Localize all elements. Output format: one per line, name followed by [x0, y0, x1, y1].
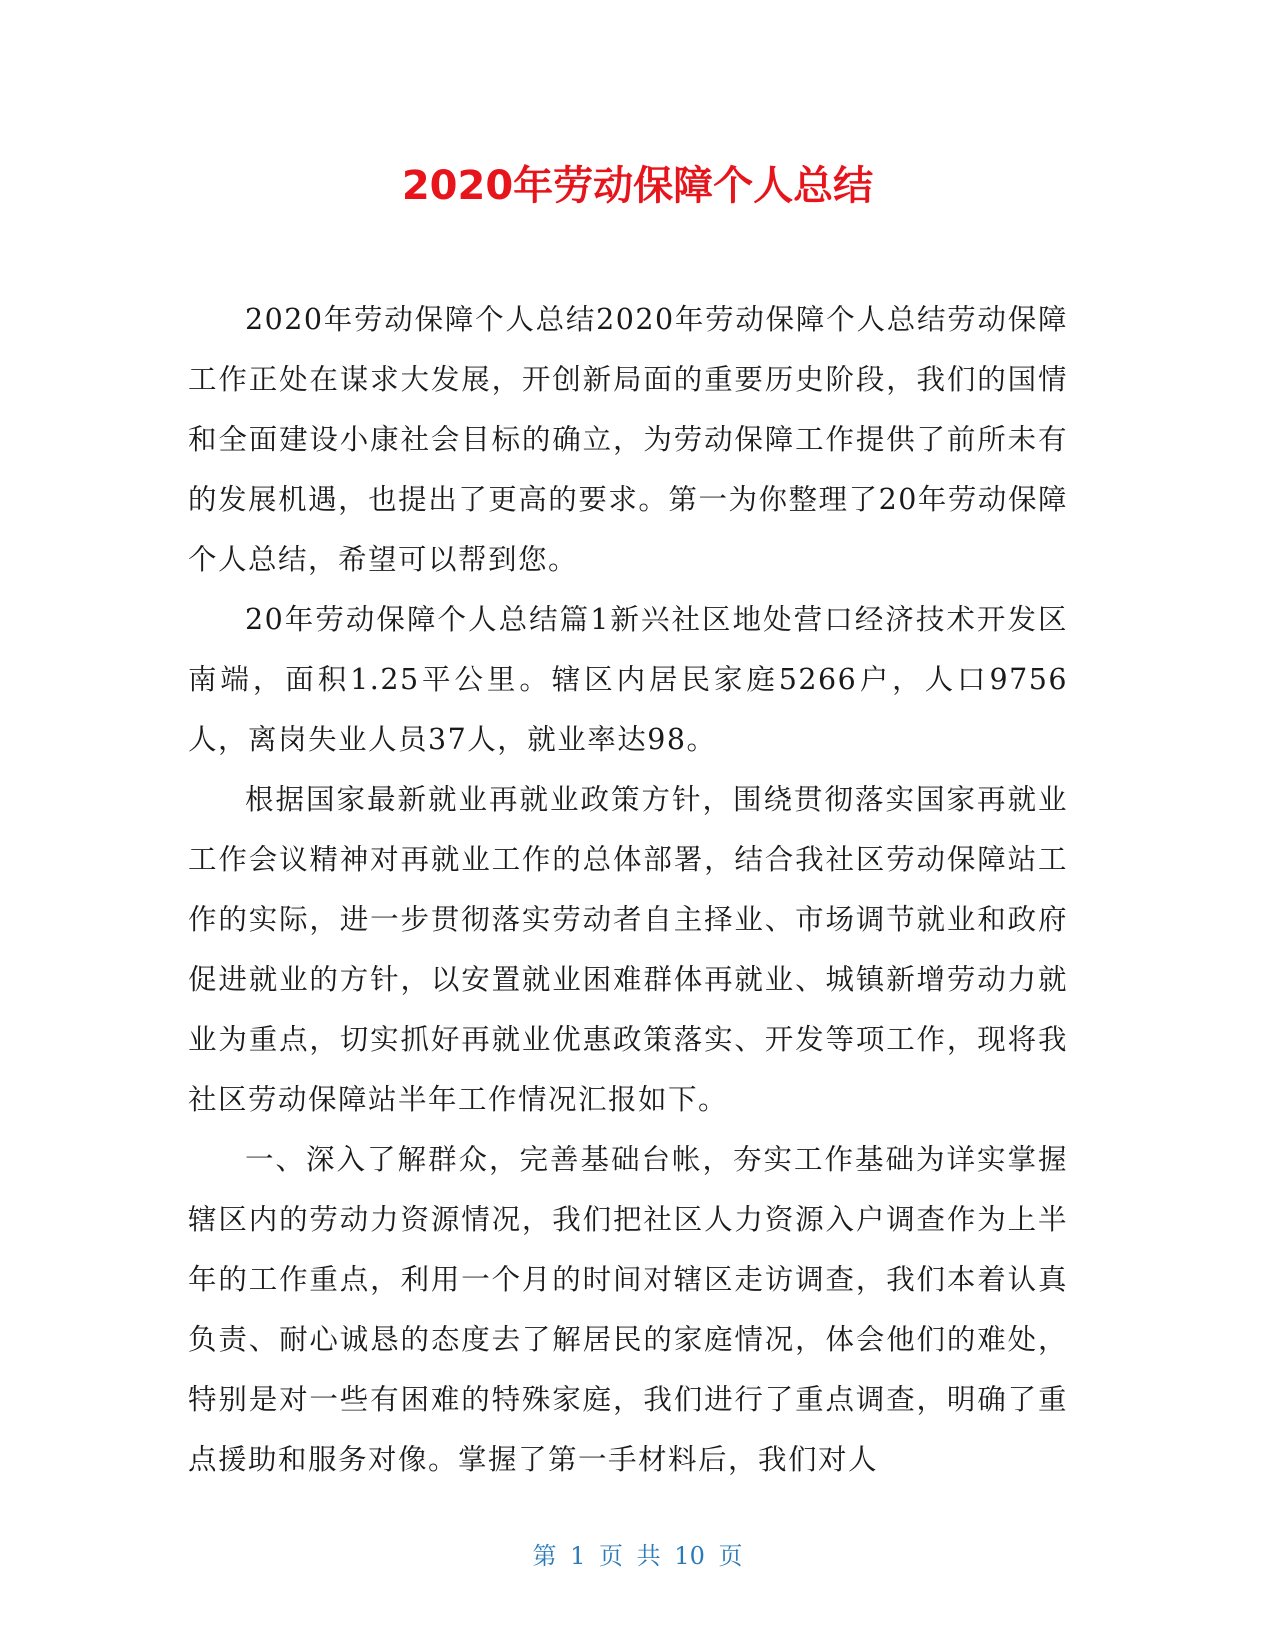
page-footer: 第 1 页 共 10 页 — [532, 1542, 743, 1570]
paragraph-1: 2020年劳动保障个人总结2020年劳动保障个人总结劳动保障工作正处在谋求大发展，开创新局面的重要历史阶段，我们的国情和全面建设小康社会目标的确立，为劳动保障工作提供了前所未有的发展机遇，也提出了更高的要求。第一为你整理了20年劳动保障个人总结，希望可以帮到您。 — [188, 303, 1068, 576]
paragraph-4: 一、深入了解群众，完善基础台帐，夯实工作基础为详实掌握辖区内的劳动力资源情况，我们把社区人力资源入户调查作为上半年的工作重点，利用一个月的时间对辖区走访调查，我们本着认真负责、耐心诚恳的态度去了解居民的家庭情况，体会他们的难处，特别是对一些有困难的特殊家庭，我们进行了重点调查，明确了重点援助和服务对像。掌握了第一手材料后，我们对人 — [188, 1143, 1068, 1476]
paragraph-2: 20年劳动保障个人总结篇1新兴社区地处营口经济技术开发区南端，面积1.25平公里。辖区内居民家庭5266户，人口9756人，离岗失业人员37人，就业率达98。 — [188, 603, 1068, 756]
paragraph-3: 根据国家最新就业再就业政策方针，围绕贯彻落实国家再就业工作会议精神对再就业工作的总体部署，结合我社区劳动保障站工作的实际，进一步贯彻落实劳动者自主择业、市场调节就业和政府促进就业的方针，以安置就业困难群体再就业、城镇新增劳动力就业为重点，切实抓好再就业优惠政策落实、开发等项工作，现将我社区劳动保障站半年工作情况汇报如下。 — [188, 783, 1068, 1116]
document-title: 2020年劳动保障个人总结 — [401, 163, 874, 209]
document-body — [188, 290, 1068, 1490]
